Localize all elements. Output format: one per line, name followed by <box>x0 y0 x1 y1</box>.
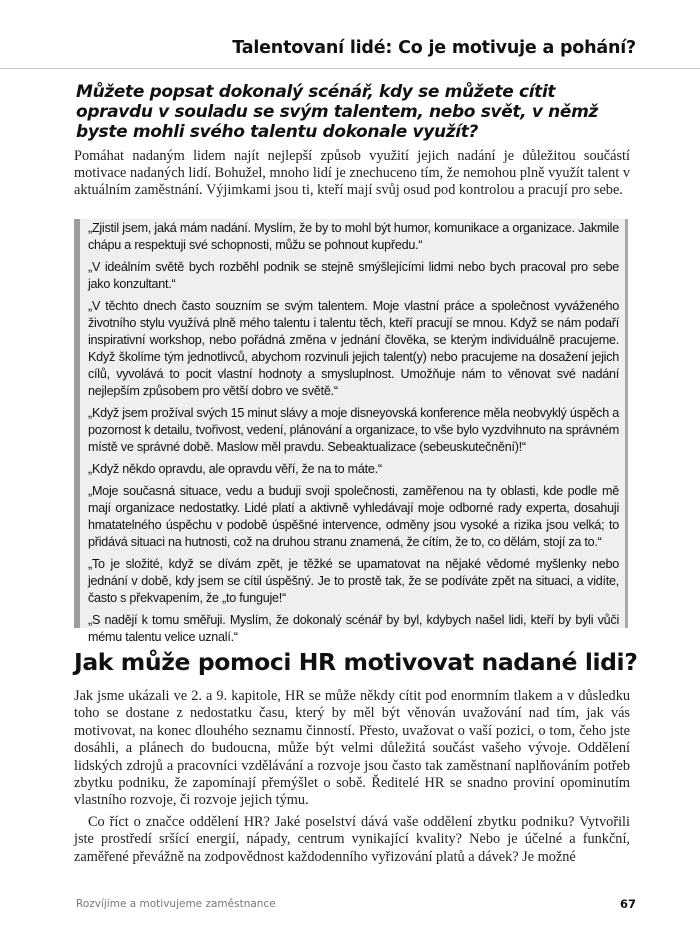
quote-item: „V těchto dnech často souzním se svým talentem. Moje vlastní práce a společnost vyváženého životního stylu využívá plně mého talentu i talentu těch, kteří pracují se mnou. Když se nám podaří inspirativní workshop, nebo pořádná změna v jednání člověka, se kterým individuálně pracujeme. Když školíme tým jednotlivců, abychom rozvinuli jejich talent(y) nebo pracujeme na dosažení jejich cílů, vyvolává to pocit vlastní hodnoty a smysluplnost. Umožňuje nám to věnovat své nadání nejlepším způsobem pro větší dobro ve světě.“ <box>88 299 619 398</box>
footer-book-title: Rozvíjíme a motivujeme zaměstnance <box>76 898 276 910</box>
quote-item: „Když jsem prožíval svých 15 minut slávy a moje disneyovská konference měla neobvyklý úspěch a pozornost k detailu, tvořivost, vedení, plánování a organizace, to vše bylo vyzdvihnuto na správném místě ve správné době. Maslow měl pravdu. Sebeaktualizace (sebeuskutečnění)!“ <box>88 406 619 454</box>
intro-paragraph: Pomáhat nadaným lidem najít nejlepší způsob využití jejich nadání je důležitou součástí motivace nadaných lidí. Bohužel, mnoho lidí je znechuceno tím, že nemohou plně využít talent v aktuálním zaměstnání. Výjimkami jsou ti, kteří mají svůj osud pod kontrolou a pracují pro sebe. <box>74 148 630 199</box>
running-head-title: Talentovaní lidé: Co je motivuje a pohání? <box>232 38 636 58</box>
page-number: 67 <box>619 897 636 911</box>
quote-item: „Moje současná situace, vedu a buduji svoji společnosti, zaměřenou na ty oblasti, kde podle mě mají organizace nedostatky. Lidé platí a aktivně vyhledávají moje odborné rady experta, dosahuji hmatatelného úspěchu v podobě úspěšné intervence, odměny jsou vysoké a rizika jsou velká; to přidává situaci na hutnosti, což na druhou stranu znamená, že cítím, že to, co dělám, stojí za to.“ <box>88 484 619 549</box>
section-body <box>74 688 630 866</box>
quote-item: „Zjistil jsem, jaká mám nadání. Myslím, že by to mohl být humor, komunikace a organizace. Jakmile chápu a respektuji své schopnosti, můžu se pohnout kupředu.“ <box>88 221 619 252</box>
body-paragraph: Co říct o značce oddělení HR? Jaké poselství dává vaše oddělení zbytku podniku? Vytvořili jste prostředí sršící energií, nápady, centrum vynikající kvality? Nebo je účelné a funkční, zaměřené převážně na zodpovědnost každodenního vyřizování platů a dávek? Je možné <box>74 813 630 865</box>
section-heading: Jak může pomoci HR motivovat nadané lidi? <box>74 648 638 676</box>
header-divider <box>0 68 700 69</box>
body-paragraph: Jak jsme ukázali ve 2. a 9. kapitole, HR se může někdy cítit pod enormním tlakem a v důsledku toho se dostane z nedostatku času, který by měl být věnován uvažování nad tím, jak vás motivovat, na konec dlouhého seznamu činností. Přesto, uvažovat o vaší pozici, o tom, čeho jste dosáhli, a plánech do budoucna, může být velmi důležitá součást vašeho vývoje. Oddělení lidských zdrojů a pracovníci vzdělávání a rozvoje jsou často tak zaměstnaní naplňováním potřeb zbytku podniku, že zapomínají přemýšlet o sobě. Ředitelé HR se snadno proviní opominutím vlastního rozvoje, či rozvoje jejich týmu. <box>74 688 630 809</box>
quotes-box <box>74 219 628 644</box>
quote-item: „S nadějí k tomu směřuji. Myslím, že dokonalý scénář by byl, kdybych našel lidi, kteří by byli vůči mému talentu velice uznalí.“ <box>88 613 619 644</box>
quote-item: „Když někdo opravdu, ale opravdu věří, že na to máte.“ <box>88 462 382 476</box>
question-heading: Můžete popsat dokonalý scénář, kdy se můžete cítit opravdu v souladu se svým talentem, nebo svět, v němž byste mohli svého talentu dokonale využít? <box>76 82 598 142</box>
quote-item: „To je složité, když se dívám zpět, je těžké se upamatovat na nějaké vědomé myšlenky nebo jednání v době, kdy jsem se cítil úspěšný. Je to prostě tak, že se podíváte zpět na situaci, a vidíte, často s překvapením, že „to funguje!“ <box>88 557 619 605</box>
quote-item: „V ideálním světě bych rozběhl podnik se stejně smýšlejícími lidmi nebo bych pracoval pro sebe jako konzultant.“ <box>88 260 619 291</box>
